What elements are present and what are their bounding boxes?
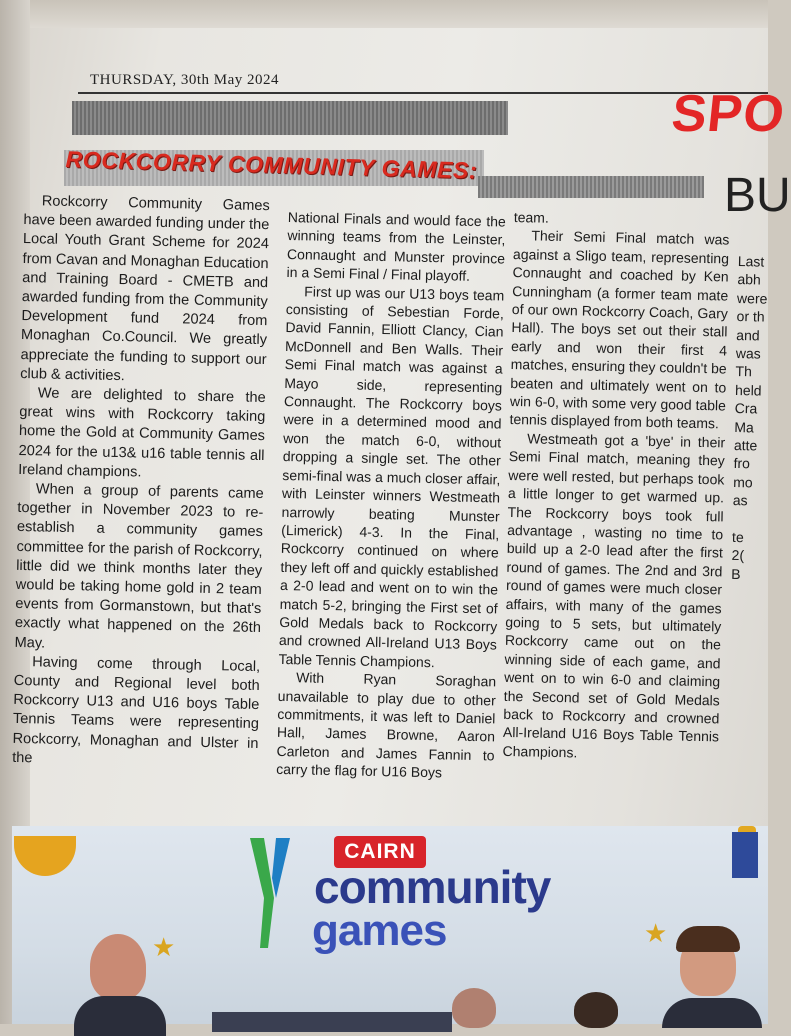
yellow-logo-shape [14,836,76,876]
article-headline: ROCKCORRY COMMUNITY GAMES: [65,146,478,184]
star-icon: ★ [152,932,176,962]
community-title: community [314,861,551,913]
person-head [90,934,146,1000]
paragraph: When a group of parents came together in November 2023 to re-establish a community games committee for the parish of Rockcorry, little did we think months later they would be taking home gold in 2 team events from Gormanstown, but that's exactly what happened on the 26th May. [14,481,264,652]
dateline: THURSDAY, 30th May 2024 [90,72,280,88]
paragraph: Having come through Local, County and Regional level both Rockcorry U13 and U16 boys Table Tennis Teams were representing Rockcorry, Monaghan and Ulster in the [11,654,261,767]
paragraph: team. [513,208,549,226]
star-icon: ★ [644,918,668,948]
article-column-1 [12,192,270,773]
header-rule [78,92,768,94]
community-games-photo-banner [12,826,768,1024]
paragraph: We are delighted to share the great wins with Rockcorry taking home the Gold at Community Games 2024 for the u13& u16 table tennis all Ireland champions. [18,385,266,481]
crowd-shape [212,1012,452,1032]
headline-grey-bar [478,176,704,198]
trophy-base-shape [732,832,758,878]
article-column-4-cropped: Last abh were or th and was Th held Cra Ma atte fro mo as te 2( B [731,252,768,582]
person-head [574,992,618,1028]
paragraph: Rockcorry Community Games have been awarded funding under the Local Youth Grant Scheme for 2024 from Cavan and Monaghan Education and Training Board - CMETB and awarded funding from the Community Development fund 2024 from Monaghan Co.Council. We greatly appreciate the funding to support our club & activities. [20,193,270,384]
person-hair [676,926,740,952]
person-suit [74,996,166,1036]
article-column-2 [276,208,506,783]
article-column-3 [502,208,730,765]
green-y-logo-icon [250,838,290,948]
person-head [452,988,496,1028]
paragraph: First up was our U13 boys team consisting of Sebestian Forde, David Fannin, Elliott Clancy, Cian McDonnell and Ben Walls. Their Semi Final match was against a Mayo side, representing Connaught. The Rockcorry boys were in a determined mood and won the match 6-0, without dropping a single set. The other semi-final was a much closer affair, with Leinster winners Westmeath narrowly beating Munster (Limerick) 4-3. In the Final, Rockcorry continued on where they left off and quickly established a 2-0 lead and went on to win the match 5-2, bringing the First set of Gold Medals back to Rockcorry and crowned All-Ireland U13 Boys Table Tennis Champions. [278,282,505,670]
paragraph: Westmeath got a 'bye' in their Semi Final match, meaning they were well rested, but perhaps took a little longer to get warmed up. The Rockcorry boys took full advantage , wasting no time to build up a 2-0 lead after the first round of games. The 2nd and 3rd round of games were much closer affairs, with many of the games going to 5 sets, but ultimately Rockcorry came out on the winning side of each game, and went on to win 6-0 and claiming the Second set of Gold Medals back to Rockcorry and crowned All-Ireland U16 Boys Table Tennis Champions. [502,430,726,761]
paragraph: With Ryan Soraghan unavailable to play due to other commitments, it was left to Daniel Hall, James Browne, Aaron Carleton and James Fannin to carry the flag for U16 Boys [276,669,497,781]
cairn-logo: CAIRN [334,836,426,868]
paragraph: Their Semi Final match was against a Sligo team, representing Connaught and coached by Ken Cunningham (a former team mate of our own Rockcorry Coach, Gary Hall). The boys set out their stall early and won their first 4 matches, ensuring they couldn't be beaten and ultimately went on to win 6-0, with some very good table tennis displayed from both teams. [509,227,730,432]
games-title: games [312,906,447,955]
person-suit [662,998,762,1028]
header-grey-bar [72,101,508,135]
section-title: SPO [668,85,788,143]
side-article-headline: BU [724,169,791,222]
paragraph: National Finals and would face the winning teams from the Leinster, Connaught and Munster province in a Semi Final / Final playoff. [286,208,506,285]
page-top-edge [0,0,768,28]
